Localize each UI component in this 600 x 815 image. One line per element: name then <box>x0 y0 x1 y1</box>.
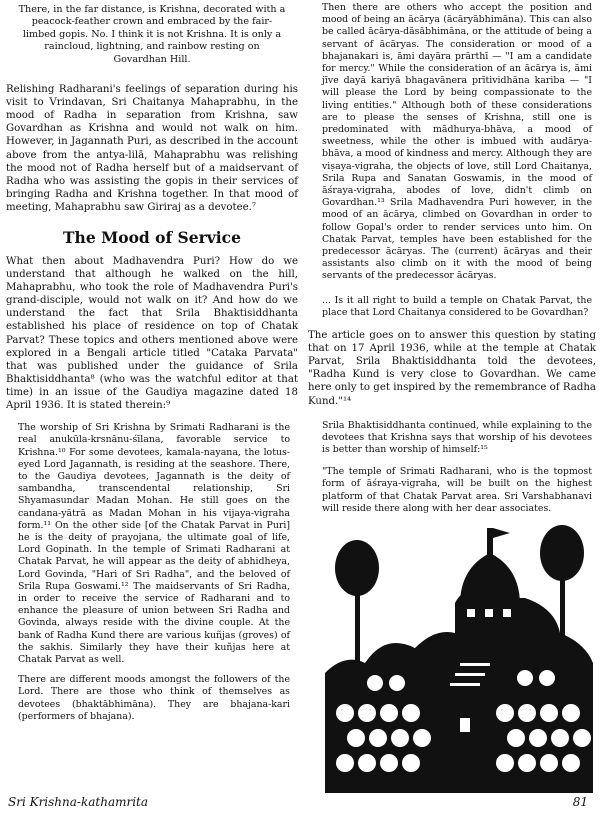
block-quote-moods: There are different moods amongst the followers of the Lord. There are those who think of themselves as devotees (bhaktābhimāna). They are bhajana-kari (performers of bhajana). <box>18 674 290 722</box>
right-column <box>308 0 596 515</box>
block-quote-temple: "The temple of Srimati Radharani, who is the topmost form of āśraya-vigraha, will be built on the highest platform of that Chatak Parvat area. Sri Varshabhanavi will reside there along with her dear associates. <box>322 466 592 514</box>
paragraph-madhavendra: What then about Madhavendra Puri? How do we understand that although he walked on the hill, Mahaprabhu, who took the role of Madhavendra Puri's grand-disciple, would not walk on it? And how do we understand the fact that Srila Bhaktisiddhanta established his place of residence on top of Chatak Parvat? These topics and others mentioned above were explored in a Bengali article titled "Cataka Parvata" that was published under the guidance of Srila Bhaktisiddhanta⁸ (who was the watchful editor at that time) in an issue of the Gaudiya magazine dated 18 April 1936. It is stated therein:⁹ <box>6 255 298 411</box>
block-quote-question: ... Is it all right to build a temple on Chatak Parvat, the place that Lord Chaitanya considered to be Govardhan? <box>322 294 592 318</box>
section-heading: The Mood of Service <box>63 227 241 247</box>
temple-illustration <box>325 513 593 793</box>
block-quote-worship: The worship of Sri Krishna by Srimati Radharani is the real anukūla-krsnānu-śīlana, favorable service to Krishna.¹⁰ For some devotees, kamala-nayana, the lotus-eyed Lord Jagannath, is residing at the seashore. There, to the Gaudiya devotees, Jagannath is the deity of sambandha, transcendental relationship, Sri Shyamasundar Madan Mohan. He still goes on the candana-yātrā as Madan Mohan in his vijaya-vigraha form.¹¹ On the other side [of the Chatak Parvat in Puri] he is the deity of prayojana, the ultimate goal of life, Lord Gopinath. In the temple of Srimati Radharani at Chatak Parvat, he will appear as the deity of abhidheya, Lord Govinda, "Hari of Sri Radha", and the beloved of Srila Rupa Goswami.¹² The maidservants of Sri Radha, in order to receive the service of Radharani and to enhance the pleasure of union between Sri Radha and Govinda, always reside with the divine couple. At the bank of Radha Kund there are various kuñjas (groves) of the sakhis. Similarly they have their kuñjas here at Chatak Parvat as well. <box>18 422 290 665</box>
block-quote-continued: Srila Bhaktisiddhanta continued, while explaining to the devotees that Krishna says that worship of his devotees is better than worship of himself:¹⁵ <box>322 419 592 456</box>
paragraph-relishing: Relishing Radharani's feelings of separation during his visit to Vrindavan, Sri Chaitanya Mahaprabhu, in the mood of Radha in separation from Krishna, saw Govardhan as Krishna and would not walk on him. However, in Jagannath Puri, as described in the account above from the antya-lilā, Mahaprabhu was relishing the mood not of Radha herself but of a maidservant of Radha who was assisting the gopis in their services of bringing Radha and Krishna together. In that mood of meeting, Mahaprabhu saw Giriraj as a devotee.⁷ <box>6 84 298 213</box>
page-number: 81 <box>572 795 588 809</box>
footer-title: Sri Krishna-kathamrita <box>8 795 149 809</box>
paragraph-article: The article goes on to answer this question by stating that on 17 April 1936, while at the temple at Chatak Parvat, Srila Bhaktisiddhanta told the devotees, "Radha Kund is very close to Govardhan. We came here only to get inspired by the remembrance of Radha Kund."¹⁴ <box>308 330 596 407</box>
opening-quote: There, in the far distance, is Krishna, decorated with a peacock-feather crown and embraced by the fair-limbed gopis. No. I think it is not Krishna. It is only a raincloud, lightning, and rainbow resting on Govardhan Hill. <box>18 4 286 65</box>
block-quote-acarya: Then there are others who accept the position and mood of being an ācārya (ācāryābhimāna). This can also be called ācārya-dāsābhimāna, or the attitude of being a servant of ācāryas. The consideration or mood of a bhajanakari is, āmi dayāra prārthī — "I am a candidate for mercy." While the consideration of an ācārya is, āmi jīve dayā kariyā bhagavānera prītividhāna kariba — "I will please the Lord by being compassionate to the living entities." Although both of these considerations are to please the senses of Krishna, still one is predominated with mādhurya-bhāva, a mood of sweetness, while the other is imbued with audārya-bhāva, a mood of kindness and mercy. Although they are viṣaya-vigraha, the objects of love, still Lord Chaitanya, Srila Rupa and Sanatan Goswamis, in the mood of āśraya-vigraha, abodes of love, didn't climb on Govardhan.¹³ Srila Madhavendra Puri however, in the mood of an ācārya, climbed on Govardhan in order to follow Gopal's order to render services unto him. On Chatak Parvat, temples have been established for the predecessor ācāryas. The (current) ācāryas and their assistants also climb on it with the mood of being servants of the predecessor ācāryas. <box>322 2 592 282</box>
left-column <box>6 0 298 723</box>
